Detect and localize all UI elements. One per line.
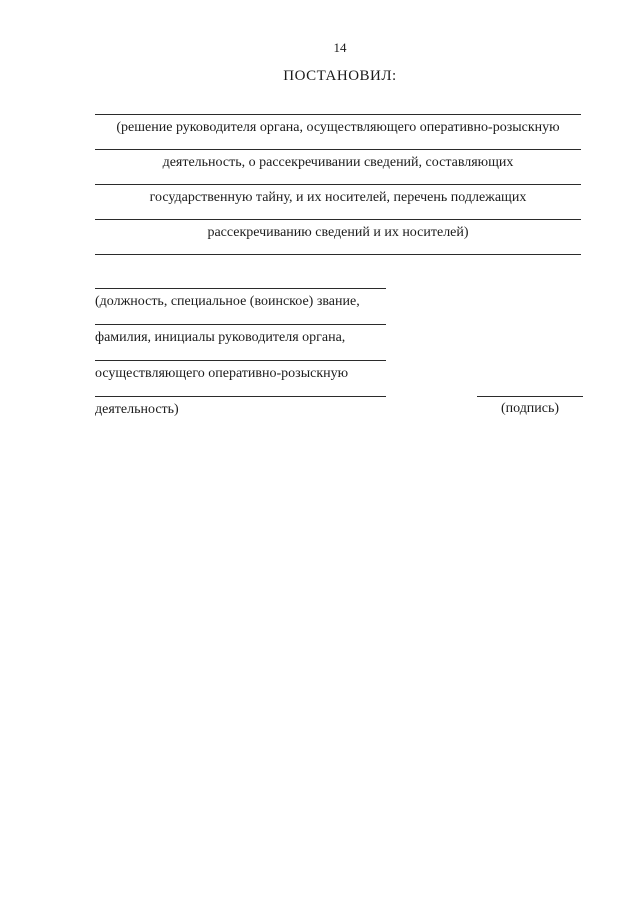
signatory-caption-line-2: фамилия, инициалы руководителя органа, <box>95 330 346 345</box>
ruled-caption-row <box>95 219 581 254</box>
resolution-heading: ПОСТАНОВИЛ: <box>283 68 397 84</box>
decree-caption-block <box>95 114 581 255</box>
blank-ruled-line <box>95 254 581 255</box>
ruled-caption-row <box>95 184 581 219</box>
signatory-caption-line-4: деятельность) <box>95 402 179 417</box>
decree-caption-line-1: (решение руководителя органа, осуществляющего оперативно-розыскную <box>116 120 560 135</box>
signatory-description-block <box>95 288 386 418</box>
decree-caption-line-4: рассекречиванию сведений и их носителей) <box>207 225 469 240</box>
ruled-caption-row <box>95 288 386 324</box>
signature-ruled-line <box>477 396 583 417</box>
ruled-caption-row <box>95 324 386 360</box>
signatory-caption-line-3: осуществляющего оперативно-розыскную <box>95 366 349 381</box>
ruled-caption-row <box>95 149 581 184</box>
signatory-caption-line-1: (должность, специальное (воинское) звание, <box>95 294 360 309</box>
ruled-caption-row <box>95 360 386 396</box>
decree-caption-line-3: государственную тайну, и их носителей, перечень подлежащих <box>149 190 527 205</box>
ruled-caption-row <box>95 396 386 418</box>
ruled-caption-row <box>95 114 581 149</box>
page-number: 14 <box>333 40 347 55</box>
signature-caption: (подпись) <box>500 401 560 416</box>
signature-line-block <box>477 396 583 417</box>
decree-caption-line-2: деятельность, о рассекречивании сведений, составляющих <box>162 155 514 170</box>
